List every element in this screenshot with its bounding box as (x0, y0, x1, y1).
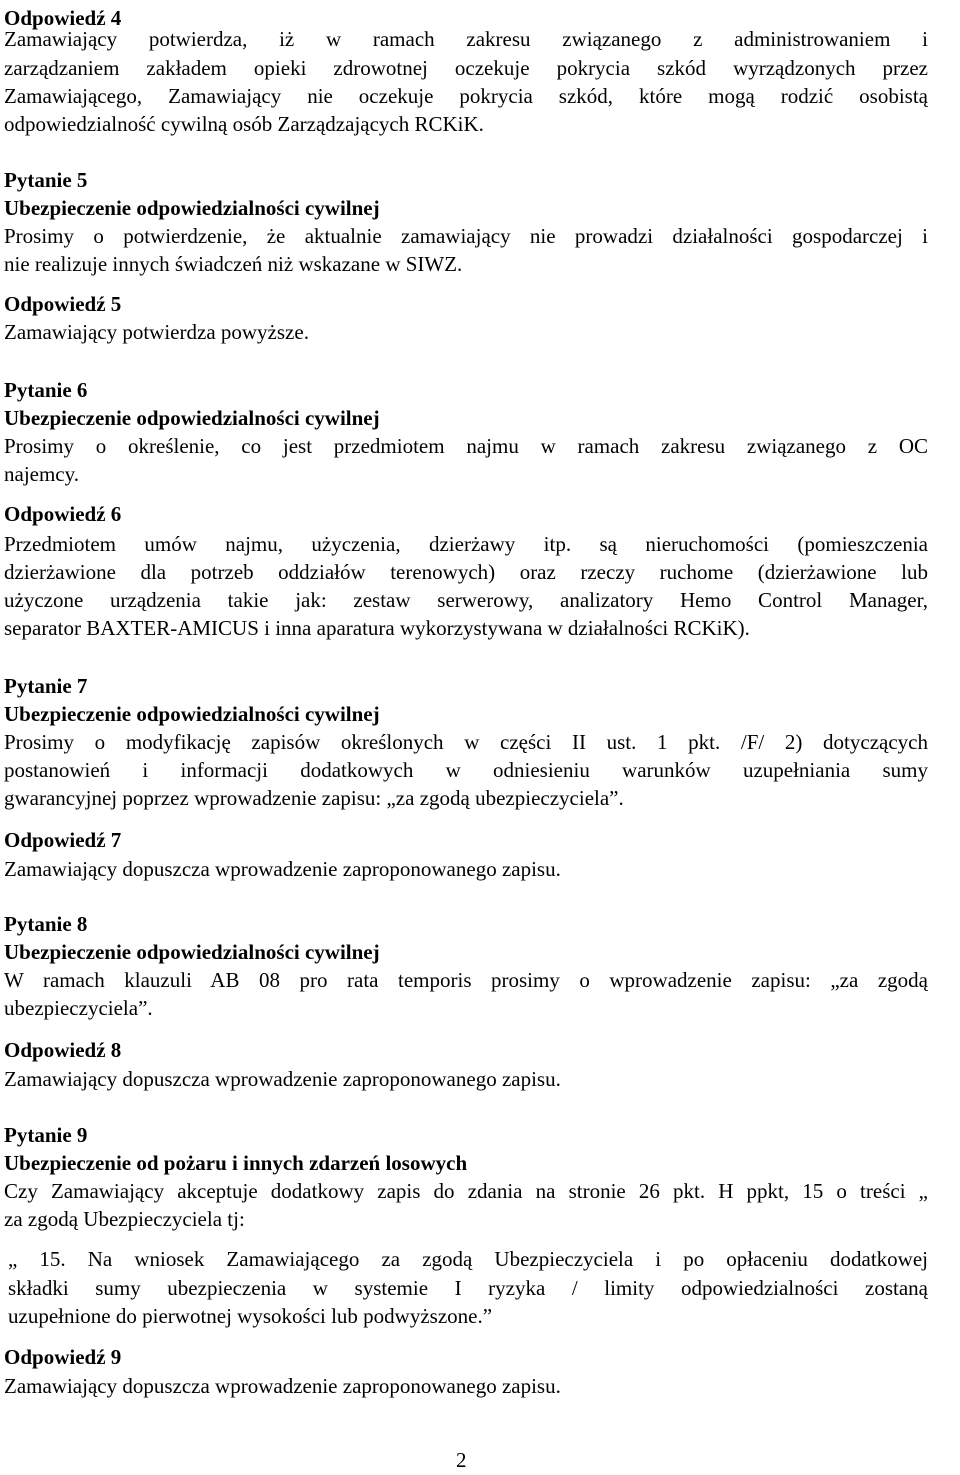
question-8-text-line: W ramach klauzuli AB 08 pro rata temporis prosimy o wprowadzenie zapisu: „za zgodą (4, 968, 928, 992)
page-number: 2 (456, 1448, 467, 1472)
answer-5-text-line: Zamawiający potwierdza powyższe. (4, 320, 309, 344)
question-9-quote-line: składki sumy ubezpieczenia w systemie I ryzyka / limity odpowiedzialności zostaną (8, 1276, 928, 1300)
question-9-text-line: za zgodą Ubezpieczyciela tj: (4, 1207, 245, 1231)
answer-6-text-line: separator BAXTER-AMICUS i inna aparatura wykorzystywana w działalności RCKiK). (4, 616, 750, 640)
answer-8-text-line: Zamawiający dopuszcza wprowadzenie zaproponowanego zapisu. (4, 1067, 561, 1091)
question-9-text-line: Czy Zamawiający akceptuje dodatkowy zapis do zdania na stronie 26 pkt. H ppkt, 15 o treści „ (4, 1179, 928, 1203)
answer-9-heading: Odpowiedź 9 (4, 1345, 122, 1369)
question-5-subject: Ubezpieczenie odpowiedzialności cywilnej (4, 196, 380, 220)
question-7-heading: Pytanie 7 (4, 674, 88, 698)
answer-9-text-line: Zamawiający dopuszcza wprowadzenie zaproponowanego zapisu. (4, 1374, 561, 1398)
answer-7-heading: Odpowiedź 7 (4, 828, 122, 852)
question-7-subject: Ubezpieczenie odpowiedzialności cywilnej (4, 702, 380, 726)
answer-7-text-line: Zamawiający dopuszcza wprowadzenie zaproponowanego zapisu. (4, 857, 561, 881)
question-6-subject: Ubezpieczenie odpowiedzialności cywilnej (4, 406, 380, 430)
answer-4-text-line: zarządzaniem zakładem opieki zdrowotnej oczekuje pokrycia szkód wyrządzonych przez (4, 56, 928, 80)
answer-4-text-line: Zamawiający potwierdza, iż w ramach zakresu związanego z administrowaniem i (4, 27, 928, 51)
question-5-heading: Pytanie 5 (4, 168, 88, 192)
question-9-subject: Ubezpieczenie od pożaru i innych zdarzeń losowych (4, 1151, 468, 1175)
answer-8-heading: Odpowiedź 8 (4, 1038, 122, 1062)
question-6-text-line: Prosimy o określenie, co jest przedmiotem najmu w ramach zakresu związanego z OC (4, 434, 928, 458)
question-9-heading: Pytanie 9 (4, 1123, 88, 1147)
question-7-text-line: Prosimy o modyfikację zapisów określonych w części II ust. 1 pkt. /F/ 2) dotyczących (4, 730, 928, 754)
answer-4-heading: Odpowiedź 4 (4, 6, 122, 30)
answer-6-text-line: Przedmiotem umów najmu, użyczenia, dzierżawy itp. są nieruchomości (pomieszczenia (4, 532, 928, 556)
question-7-text-line: gwarancyjnej poprzez wprowadzenie zapisu: „za zgodą ubezpieczyciela”. (4, 786, 624, 810)
question-5-text-line: Prosimy o potwierdzenie, że aktualnie zamawiający nie prowadzi działalności gospodarczej i (4, 224, 928, 248)
answer-6-heading: Odpowiedź 6 (4, 502, 122, 526)
question-9-quote-line: „ 15. Na wniosek Zamawiającego za zgodą Ubezpieczyciela i po opłaceniu dodatkowej (8, 1247, 928, 1271)
answer-6-text-line: użyczone urządzenia takie jak: zestaw serwerowy, analizatory Hemo Control Manager, (4, 588, 928, 612)
question-6-heading: Pytanie 6 (4, 378, 88, 402)
answer-6-text-line: dzierżawione dla potrzeb oddziałów terenowych) oraz rzeczy ruchome (dzierżawione lub (4, 560, 928, 584)
question-7-text-line: postanowień i informacji dodatkowych w odniesieniu warunków uzupełniania sumy (4, 758, 928, 782)
question-9-quote-line: uzupełnione do pierwotnej wysokości lub podwyższone.” (8, 1304, 493, 1328)
question-8-heading: Pytanie 8 (4, 912, 88, 936)
answer-4-text-line: odpowiedzialność cywilną osób Zarządzających RCKiK. (4, 112, 484, 136)
question-5-text-line: nie realizuje innych świadczeń niż wskazane w SIWZ. (4, 252, 463, 276)
answer-5-heading: Odpowiedź 5 (4, 292, 122, 316)
question-6-text-line: najemcy. (4, 462, 80, 486)
answer-4-text-line: Zamawiającego, Zamawiający nie oczekuje pokrycia szkód, które mogą rodzić osobistą (4, 84, 928, 108)
question-8-text-line: ubezpieczyciela”. (4, 996, 153, 1020)
question-8-subject: Ubezpieczenie odpowiedzialności cywilnej (4, 940, 380, 964)
